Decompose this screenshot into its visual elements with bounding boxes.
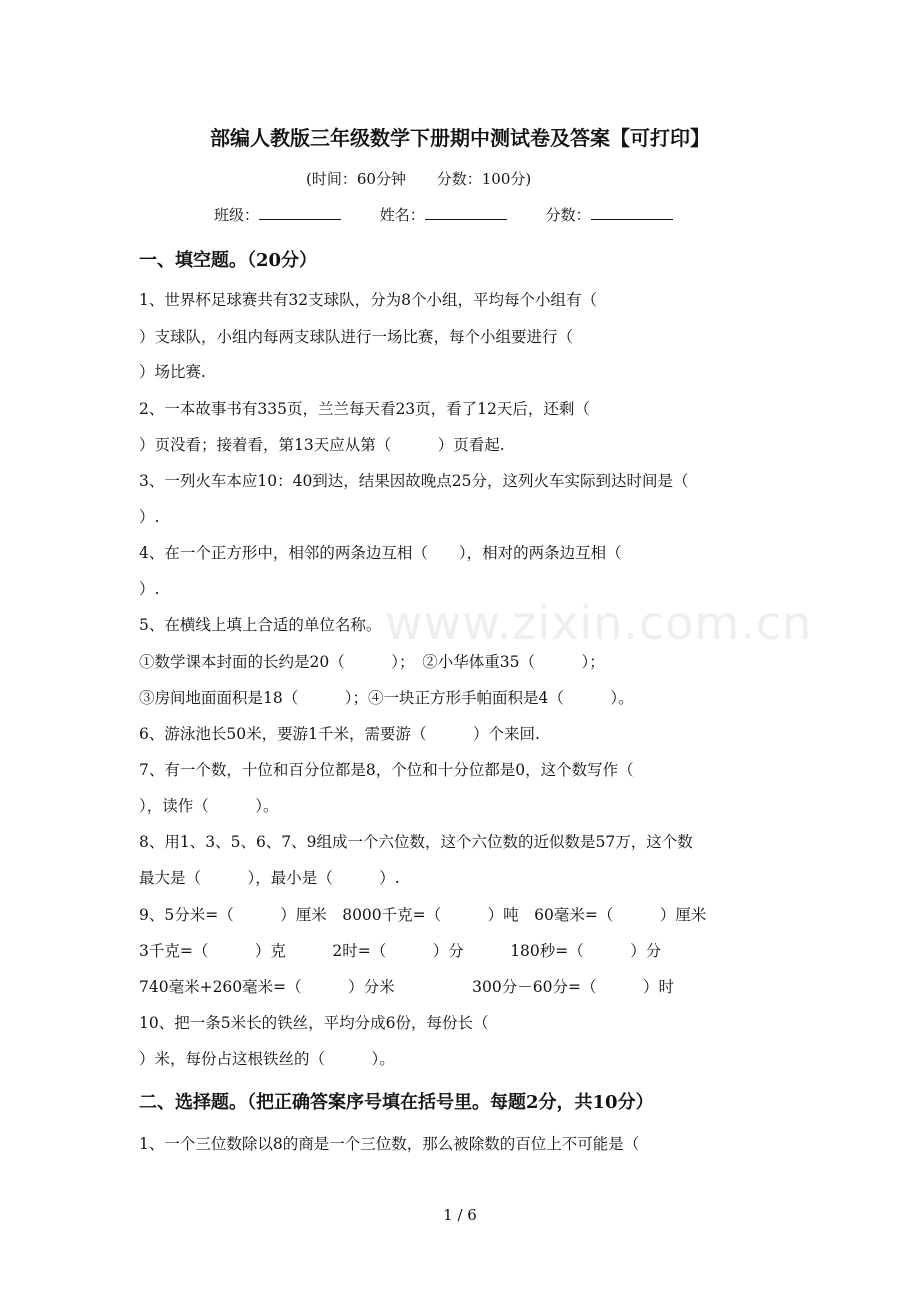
- class-label: 班级：: [214, 206, 260, 224]
- question-line: ），读作（ ）。: [139, 797, 279, 815]
- name-field[interactable]: [380, 204, 507, 225]
- question-line: ）页没看；接着看，第13天应从第（ ）页看起.: [139, 436, 505, 454]
- score-label: 分数：: [545, 206, 591, 224]
- section-heading-fill-in: 一、填空题。（20分）: [139, 250, 318, 271]
- question-line: 7、有一个数，十位和百分位都是8，个位和十分位都是0，这个数写作（: [139, 761, 634, 779]
- class-blank[interactable]: [259, 205, 341, 220]
- question-line: ）场比赛.: [139, 363, 206, 381]
- score-field[interactable]: [546, 204, 673, 225]
- question-line: ）.: [139, 508, 160, 526]
- question-line: 最大是（ ），最小是（ ）.: [139, 869, 400, 887]
- question-line: ③房间地面面积是18（ ）；④一块正方形手帕面积是4（ ）。: [139, 689, 634, 707]
- question-line: 6、游泳池长50米，要游1千米，需要游（ ）个来回.: [139, 725, 540, 743]
- question-line: ）支球队，小组内每两支球队进行一场比赛，每个小组要进行（: [139, 328, 574, 346]
- question-line: 5、在横线上填上合适的单位名称。: [139, 616, 382, 634]
- question-line: 10、把一条5米长的铁丝，平均分成6份，每份长（: [139, 1014, 489, 1032]
- question-line: 3千克=（ ）克 2时=（ ）分 180秒=（ ）分: [139, 942, 662, 960]
- question-line: 1、一个三位数除以8的商是一个三位数，那么被除数的百位上不可能是（: [139, 1135, 640, 1153]
- question-line: ）米，每份占这根铁丝的（ ）。: [139, 1050, 395, 1068]
- question-line: ①数学课本封面的长约是20（ ）； ②小华体重35（ ）；: [139, 653, 605, 671]
- question-line: 4、在一个正方形中，相邻的两条边互相（ ），相对的两条边互相（: [139, 544, 622, 562]
- score-blank[interactable]: [591, 205, 673, 220]
- exam-meta: [306, 168, 557, 189]
- time-label: (时间：60分钟: [306, 170, 406, 188]
- watermark: www.zixin.com.cn: [385, 596, 813, 650]
- total-score-label: 分数：100分): [436, 170, 532, 188]
- page-title: 部编人教版三年级数学下册期中测试卷及答案【可打印】: [210, 126, 710, 150]
- question-line: 8、用1、3、5、6、7、9组成一个六位数，这个六位数的近似数是57万，这个数: [139, 833, 693, 851]
- question-line: 1、世界杯足球赛共有32支球队，分为8个小组，平均每个小组有（: [139, 291, 597, 309]
- question-line: 740毫米+260毫米=（ ）分米 300分－60分=（ ）时: [139, 978, 674, 996]
- class-field[interactable]: [214, 204, 341, 225]
- question-line: 2、一本故事书有335页，兰兰每天看23页，看了12天后，还剩（: [139, 400, 590, 418]
- name-blank[interactable]: [425, 205, 507, 220]
- question-line: 9、5分米=（ ）厘米 8000千克=（ ）吨 60毫米=（ ）厘米: [139, 906, 707, 924]
- section-heading-multiple-choice: 二、选择题。（把正确答案序号填在括号里。每题2分，共10分）: [139, 1092, 654, 1113]
- page-number: 1 / 6: [443, 1206, 477, 1224]
- name-label: 姓名：: [379, 206, 425, 224]
- question-line: 3、一列火车本应10：40到达，结果因故晚点25分，这列火车实际到达时间是（: [139, 472, 689, 490]
- student-info-row: [214, 204, 707, 225]
- question-line: ）.: [139, 580, 160, 598]
